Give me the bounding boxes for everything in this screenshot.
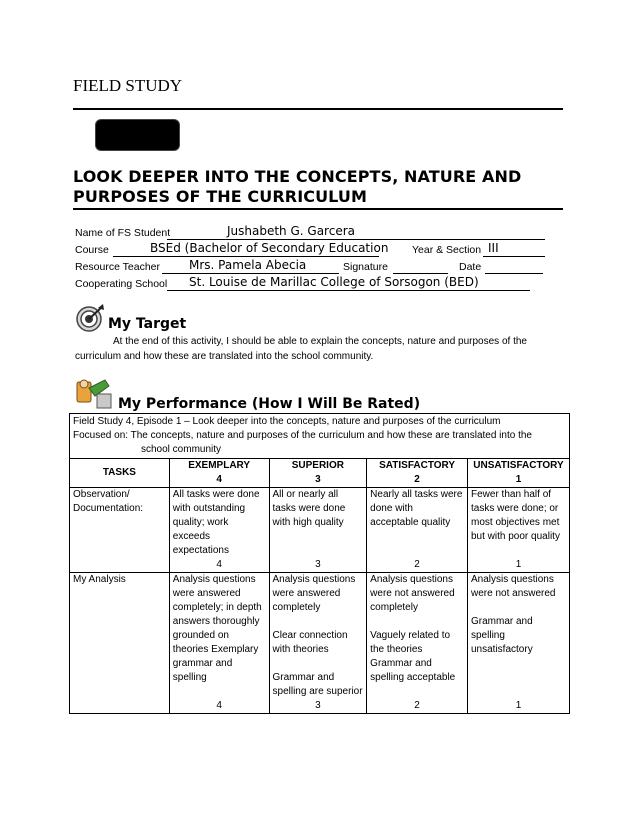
exemplary-cell: Analysis questions were answered completely; in depth answers thoroughly grounded on theories Exemplary grammar and spelling 4 — [169, 573, 269, 714]
unsatisfactory-cell: Fewer than half of tasks were done; or most objectives met but with poor quality 1 — [468, 488, 570, 573]
col-unsatisfactory: UNSATISFACTORY 1 — [468, 459, 570, 488]
course-label: Course — [75, 244, 109, 256]
school-row — [75, 275, 535, 290]
col-satisfactory: SATISFACTORY 2 — [367, 459, 468, 488]
episode-badge — [96, 120, 179, 150]
page-header-title: FIELD STUDY — [73, 76, 183, 95]
target-heading: My Target — [108, 316, 187, 332]
unsatisfactory-cell: Analysis questions were not answered Grammar and spelling unsatisfactory 1 — [468, 573, 570, 714]
school-value: St. Louise de Marillac College of Sorsogon (BED) — [189, 275, 479, 289]
teacher-value: Mrs. Pamela Abecia — [189, 258, 307, 272]
performance-heading: My Performance (How I Will Be Rated) — [118, 396, 421, 412]
year-section-label: Year & Section — [412, 244, 482, 256]
rubric-header-block — [70, 414, 570, 459]
focus-line2: school community — [141, 444, 222, 455]
date-label: Date — [459, 261, 482, 273]
table-row — [70, 488, 570, 573]
col-tasks: TASKS — [70, 459, 170, 488]
school-label: Cooperating School — [75, 278, 168, 290]
rubric-table — [69, 413, 570, 714]
teacher-row — [75, 258, 550, 273]
target-text-line2: curriculum and how these are translated into the school community. — [75, 351, 374, 362]
performance-icon — [75, 376, 115, 410]
activity-title: LOOK DEEPER INTO THE CONCEPTS, NATURE AND PURPOSES OF THE CURRICULUM — [73, 167, 522, 206]
student-name-row — [75, 224, 545, 239]
episode-line: Field Study 4, Episode 1 – Look deeper into the concepts, nature and purposes of the curriculum — [73, 416, 501, 427]
exemplary-cell: All tasks were done with outstanding quality; work exceeds expectations 4 — [169, 488, 269, 573]
superior-cell: All or nearly all tasks were done with high quality 3 — [269, 488, 367, 573]
course-row — [75, 241, 547, 256]
superior-cell: Analysis questions were answered completely Clear connection with theories Grammar and spelling are superior 3 — [269, 573, 367, 714]
target-icon — [75, 303, 105, 333]
year-section-value: III — [488, 241, 499, 255]
student-name-value: Jushabeth G. Garcera — [227, 224, 355, 238]
target-text-line1: At the end of this activity, I should be able to explain the concepts, nature and purposes of the — [113, 336, 527, 347]
table-row — [70, 573, 570, 714]
student-label: Name of FS Student — [75, 227, 171, 239]
course-value: BSEd (Bachelor of Secondary Education — [150, 241, 389, 255]
teacher-label: Resource Teacher — [75, 261, 161, 273]
signature-label: Signature — [343, 261, 388, 273]
task-cell: Observation/ Documentation: — [70, 488, 170, 573]
task-cell: My Analysis — [70, 573, 170, 714]
col-exemplary: EXEMPLARY 4 — [169, 459, 269, 488]
satisfactory-cell: Analysis questions were not answered completely Vaguely related to the theories Grammar and spelling acceptable 2 — [367, 573, 468, 714]
rubric-column-headers — [70, 459, 570, 488]
focus-line1: Focused on: The concepts, nature and purposes of the curriculum and how these are translated into the — [73, 430, 532, 441]
col-superior: SUPERIOR 3 — [269, 459, 367, 488]
header-rule — [73, 108, 563, 110]
title-rule — [73, 208, 563, 210]
satisfactory-cell: Nearly all tasks were done with acceptable quality 2 — [367, 488, 468, 573]
